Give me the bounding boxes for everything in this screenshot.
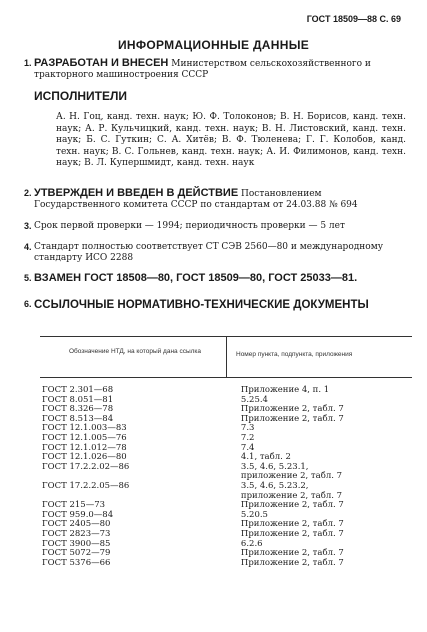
section-heading: УТВЕРЖДЕН И ВВЕДЕН В ДЕЙСТВИЕ — [34, 187, 239, 199]
cell-document: ГОСТ 5376—66 — [42, 557, 111, 568]
cell-document: ГОСТ 17.2.2.05—86 — [42, 480, 130, 491]
authors-heading: ИСПОЛНИТЕЛИ — [34, 89, 128, 103]
section-number: 3. — [24, 221, 32, 231]
cell-clause: Приложение 2, табл. 7 — [240, 528, 344, 539]
section-number: 4. — [24, 242, 32, 252]
cell-clause: Приложение 2, табл. 7 — [240, 404, 344, 415]
cell-document: ГОСТ 12.1.026—80 — [42, 452, 127, 463]
section-review-period — [24, 221, 404, 232]
cell-document: ГОСТ 959.0—84 — [42, 509, 114, 520]
section-text: Постановлением Государственного комитета СССР по стандартам от 24.03.88 № 694 — [34, 189, 358, 210]
cell-clause: 6.2.6 — [240, 538, 263, 549]
cell-clause: приложение 2, табл. 7 — [240, 490, 343, 501]
section-number: 2. — [24, 188, 32, 198]
cell-document: ГОСТ 12.1.005—76 — [42, 432, 127, 443]
section-text: Стандарт полностью соответствует СТ СЭВ 2560—80 и международному стандарту ИСО 2288 — [34, 242, 383, 263]
table-body — [40, 378, 412, 568]
section-developed-by — [24, 57, 404, 81]
page-number: ГОСТ 18509—88 С. 69 — [306, 14, 401, 24]
section-heading: ВЗАМЕН ГОСТ 18508—80, ГОСТ 18509—80, ГОСТ 25033—81. — [34, 272, 358, 284]
section-heading: ССЫЛОЧНЫЕ НОРМАТИВНО-ТЕХНИЧЕСКИЕ ДОКУМЕНТЫ — [34, 299, 369, 311]
cell-clause: 3.5, 4.6, 5.23.2, — [240, 480, 309, 491]
cell-clause: 3.5, 4.6, 5.23.1, — [240, 461, 309, 472]
section-replaces — [24, 272, 404, 285]
cell-clause: 5.20.5 — [240, 509, 268, 520]
column-divider — [226, 337, 227, 377]
cell-clause: 7.3 — [240, 423, 255, 434]
cell-clause: 4.1, табл. 2 — [240, 452, 291, 463]
cell-clause: приложение 2, табл. 7 — [240, 471, 343, 482]
cell-document: ГОСТ 2823—73 — [42, 528, 111, 539]
cell-document: ГОСТ 5072—79 — [42, 548, 111, 559]
cell-document: ГОСТ 3900—85 — [42, 538, 111, 549]
cell-clause: Приложение 2, табл. 7 — [240, 500, 344, 511]
cell-clause: Приложение 2, табл. 7 — [240, 548, 344, 559]
table-row — [40, 463, 412, 473]
section-approved — [24, 187, 404, 211]
cell-clause: 5.25.4 — [240, 394, 268, 405]
section-compliance — [24, 242, 404, 264]
cell-document: ГОСТ 8.051—81 — [42, 394, 114, 405]
section-number: 5. — [24, 273, 32, 283]
cell-document: ГОСТ 17.2.2.02—86 — [42, 461, 130, 472]
cell-document: ГОСТ 2405—80 — [42, 519, 111, 530]
column-header-clause: Номер пункта, подпункта, приложения — [236, 351, 353, 358]
section-text: Министерством сельскохозяйственного и тракторного машиностроения СССР — [34, 59, 371, 80]
section-number: 6. — [24, 299, 32, 309]
section-text: Срок первой проверки — 1994; периодичность проверки — 5 лет — [34, 221, 345, 231]
cell-clause: 7.4 — [240, 442, 255, 453]
table-row — [40, 559, 412, 569]
cell-clause: 7.2 — [240, 432, 255, 443]
cell-document: ГОСТ 8.326—78 — [42, 404, 114, 415]
cell-document: ГОСТ 12.1.003—83 — [42, 423, 127, 434]
references-table — [40, 336, 412, 568]
authors-list: А. Н. Гоц, канд. техн. наук; Ю. Ф. Толоконов; В. Н. Борисов, канд. техн. наук; А. Р. Кульчицкий, канд. техн. наук; В. Н. Листовский, канд. техн. наук; Б. С. Гуткин; С. А. Хитёв; В. Ф. Тюленева; Г. Г. Колобов, канд. техн. наук; В. С. Гольнев, канд. техн. наук; А. И. Филимонов, канд. техн. наук; В. Л. Купершмидт, канд. техн. наук — [56, 112, 406, 168]
cell-clause: Приложение 2, табл. 7 — [240, 413, 344, 424]
table-row — [40, 482, 412, 492]
column-header-document: Обозначение НТД, на который дана ссылка — [68, 348, 202, 355]
page-title: ИНФОРМАЦИОННЫЕ ДАННЫЕ — [117, 38, 310, 52]
cell-document: ГОСТ 215—73 — [42, 500, 106, 511]
cell-document: ГОСТ 8.513—84 — [42, 413, 114, 424]
table-header — [40, 336, 412, 378]
section-heading: РАЗРАБОТАН И ВНЕСЕН — [34, 57, 169, 69]
cell-document: ГОСТ 12.1.012—78 — [42, 442, 127, 453]
cell-clause: Приложение 4, п. 1 — [240, 385, 330, 395]
section-references — [24, 298, 404, 312]
cell-clause: Приложение 2, табл. 7 — [240, 557, 344, 568]
cell-clause: Приложение 2, табл. 7 — [240, 519, 344, 530]
section-number: 1. — [24, 58, 32, 68]
cell-document: ГОСТ 2.301—68 — [42, 385, 114, 395]
